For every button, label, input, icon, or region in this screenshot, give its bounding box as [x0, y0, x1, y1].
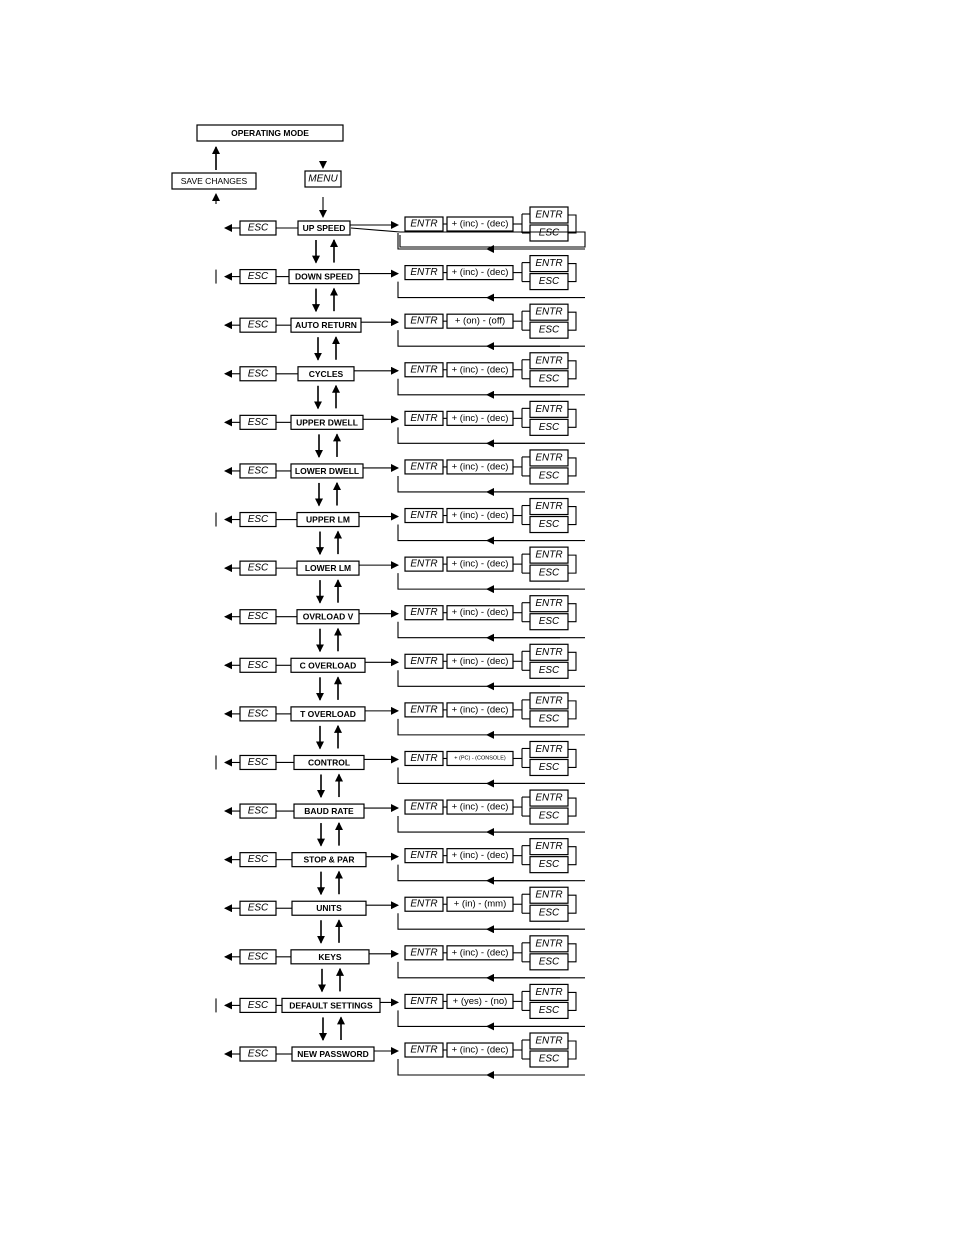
right-bracket: [568, 847, 576, 865]
esc-label: ESC: [247, 1048, 269, 1060]
confirm-entr-label: ENTR: [535, 403, 563, 415]
confirm-entr-label: ENTR: [535, 889, 563, 901]
confirm-entr-label: ENTR: [535, 695, 563, 707]
menu-row: [225, 547, 585, 603]
menu-row: [225, 644, 585, 700]
right-bracket: [568, 1041, 576, 1059]
menu-label: MENU: [308, 173, 338, 185]
right-bracket: [568, 312, 576, 330]
menu-row: [225, 304, 585, 360]
confirm-entr-label: ENTR: [535, 986, 563, 998]
esc-label: ESC: [247, 514, 269, 526]
option-label: + (inc) - (dec): [451, 267, 509, 279]
right-bracket: [568, 652, 576, 670]
confirm-entr-label: ENTR: [535, 306, 563, 318]
confirm-entr-label: ENTR: [535, 209, 563, 221]
save-changes-node: [172, 173, 256, 189]
menu-item-label: C OVERLOAD: [299, 660, 357, 671]
menu-row: [225, 450, 585, 506]
esc-label: ESC: [247, 708, 269, 720]
option-label: + (inc) - (dec): [451, 850, 509, 862]
right-bracket: [568, 361, 576, 379]
right-bracket: [568, 264, 576, 282]
entr-label: ENTR: [410, 850, 438, 862]
menu-item-label: BAUD RATE: [304, 806, 354, 817]
option-label: + (PC) - (CONSOLE): [454, 755, 506, 762]
menu-item-label: NEW PASSWORD: [297, 1049, 369, 1059]
menu-item-label: T OVERLOAD: [300, 708, 356, 719]
confirm-esc-label: ESC: [538, 227, 560, 239]
entr-label: ENTR: [410, 801, 438, 813]
menu-item-label: LOWER DWELL: [294, 465, 360, 476]
menu-item-label: CYCLES: [308, 368, 344, 379]
menu-row: [216, 256, 585, 312]
esc-label: ESC: [247, 854, 269, 866]
esc-label: ESC: [247, 562, 269, 574]
confirm-esc-label: ESC: [538, 1053, 560, 1065]
confirm-entr-label: ENTR: [535, 258, 563, 270]
entr-label: ENTR: [410, 752, 438, 764]
confirm-entr-label: ENTR: [535, 792, 563, 804]
menu-row: [225, 401, 585, 457]
esc-label: ESC: [247, 659, 269, 671]
menu-row: [225, 887, 585, 943]
option-label: + (inc) - (dec): [451, 655, 509, 667]
option-label: + (inc) - (dec): [451, 510, 509, 522]
option-label: + (inc) - (dec): [451, 801, 509, 813]
confirm-entr-label: ENTR: [535, 1035, 563, 1047]
menu-row: [216, 499, 585, 555]
menu-item-label: AUTO RETURN: [295, 320, 357, 331]
confirm-esc-label: ESC: [538, 761, 560, 773]
entr-label: ENTR: [410, 315, 438, 327]
entr-label: ENTR: [410, 267, 438, 279]
entr-label: ENTR: [410, 704, 438, 716]
confirm-entr-label: ENTR: [535, 355, 563, 367]
entr-label: ENTR: [410, 510, 438, 522]
menu-item-label: UPPER LM: [306, 514, 350, 525]
confirm-esc-label: ESC: [538, 713, 560, 725]
confirm-entr-label: ENTR: [535, 549, 563, 561]
entr-label: ENTR: [410, 364, 438, 376]
confirm-entr-label: ENTR: [535, 501, 563, 513]
confirm-entr-label: ENTR: [535, 841, 563, 853]
entr-label: ENTR: [410, 995, 438, 1007]
menu-row: [225, 693, 585, 749]
option-label: + (yes) - (no): [452, 995, 508, 1007]
confirm-esc-label: ESC: [538, 373, 560, 385]
esc-label: ESC: [247, 999, 269, 1011]
confirm-esc-label: ESC: [538, 276, 560, 288]
confirm-esc-label: ESC: [538, 421, 560, 433]
entr-label: ENTR: [410, 218, 438, 230]
operating-mode-label: OPERATING MODE: [231, 128, 309, 138]
confirm-entr-label: ENTR: [535, 452, 563, 464]
operating-mode-node: [197, 125, 343, 141]
menu-row: [216, 741, 585, 797]
right-bracket: [568, 215, 576, 233]
right-bracket: [568, 701, 576, 719]
confirm-entr-label: ENTR: [535, 938, 563, 950]
right-bracket: [568, 749, 576, 767]
menu-item-label: KEYS: [318, 951, 342, 962]
confirm-entr-label: ENTR: [535, 743, 563, 755]
menu-item-label: UNITS: [316, 903, 342, 914]
right-bracket: [568, 798, 576, 816]
option-label: + (inc) - (dec): [451, 364, 509, 376]
option-label: + (inc) - (dec): [451, 947, 509, 959]
confirm-esc-label: ESC: [538, 859, 560, 871]
esc-label: ESC: [247, 222, 269, 234]
confirm-esc-label: ESC: [538, 470, 560, 482]
menu-row: [225, 839, 585, 895]
esc-label: ESC: [247, 271, 269, 283]
esc-label: ESC: [247, 611, 269, 623]
option-label: + (inc) - (dec): [451, 461, 509, 473]
confirm-esc-label: ESC: [538, 1004, 560, 1016]
menu-item-label: OVRLOAD V: [302, 611, 354, 622]
menu-item-label: CONTROL: [307, 757, 351, 768]
menu-row: [225, 596, 585, 652]
confirm-esc-label: ESC: [538, 567, 560, 579]
menu-item-label: DOWN SPEED: [294, 271, 354, 282]
menu-row: [225, 790, 585, 846]
menu-node: [305, 171, 341, 187]
confirm-esc-label: ESC: [538, 664, 560, 676]
entr-label: ENTR: [410, 412, 438, 424]
menu-row: [225, 1033, 585, 1075]
option-label: + (inc) - (dec): [451, 218, 509, 230]
menu-item-label: DEFAULT SETTINGS: [289, 1000, 373, 1011]
menu-row: [225, 936, 585, 992]
right-bracket: [568, 409, 576, 427]
option-label: + (inc) - (dec): [451, 412, 509, 424]
save-changes-label: SAVE CHANGES: [180, 176, 248, 186]
esc-label: ESC: [247, 756, 269, 768]
menu-item-label: UPPER DWELL: [296, 417, 358, 428]
option-label: + (inc) - (dec): [451, 607, 509, 619]
confirm-entr-label: ENTR: [535, 598, 563, 610]
entr-label: ENTR: [410, 607, 438, 619]
menu-row: [225, 353, 585, 409]
confirm-esc-label: ESC: [538, 324, 560, 336]
entr-label: ENTR: [410, 947, 438, 959]
esc-label: ESC: [247, 416, 269, 428]
esc-label: ESC: [247, 951, 269, 963]
option-label: + (inc) - (dec): [451, 1044, 509, 1056]
entr-label: ENTR: [410, 898, 438, 910]
esc-label: ESC: [247, 319, 269, 331]
option-label: + (on) - (off): [454, 315, 506, 327]
right-bracket: [568, 458, 576, 476]
entr-label: ENTR: [410, 558, 438, 570]
right-bracket: [568, 507, 576, 525]
right-bracket: [568, 992, 576, 1010]
right-bracket: [568, 944, 576, 962]
right-bracket: [568, 895, 576, 913]
menu-row: [225, 207, 585, 263]
option-label: + (in) - (mm): [453, 898, 507, 910]
confirm-esc-label: ESC: [538, 956, 560, 968]
menu-row: [216, 984, 585, 1040]
right-bracket: [568, 555, 576, 573]
menu-item-label: UP SPEED: [302, 223, 346, 233]
esc-label: ESC: [247, 368, 269, 380]
esc-label: ESC: [247, 465, 269, 477]
confirm-esc-label: ESC: [538, 519, 560, 531]
option-label: + (inc) - (dec): [451, 704, 509, 716]
menu-item-label: STOP & PAR: [303, 854, 355, 865]
menu-item-label: LOWER LM: [304, 563, 352, 574]
confirm-entr-label: ENTR: [535, 646, 563, 658]
option-label: + (inc) - (dec): [451, 558, 509, 570]
confirm-esc-label: ESC: [538, 616, 560, 628]
entr-label: ENTR: [410, 1044, 438, 1056]
entr-label: ENTR: [410, 655, 438, 667]
esc-label: ESC: [247, 805, 269, 817]
confirm-esc-label: ESC: [538, 810, 560, 822]
right-bracket: [568, 604, 576, 622]
confirm-esc-label: ESC: [538, 907, 560, 919]
entr-label: ENTR: [410, 461, 438, 473]
esc-label: ESC: [247, 902, 269, 914]
